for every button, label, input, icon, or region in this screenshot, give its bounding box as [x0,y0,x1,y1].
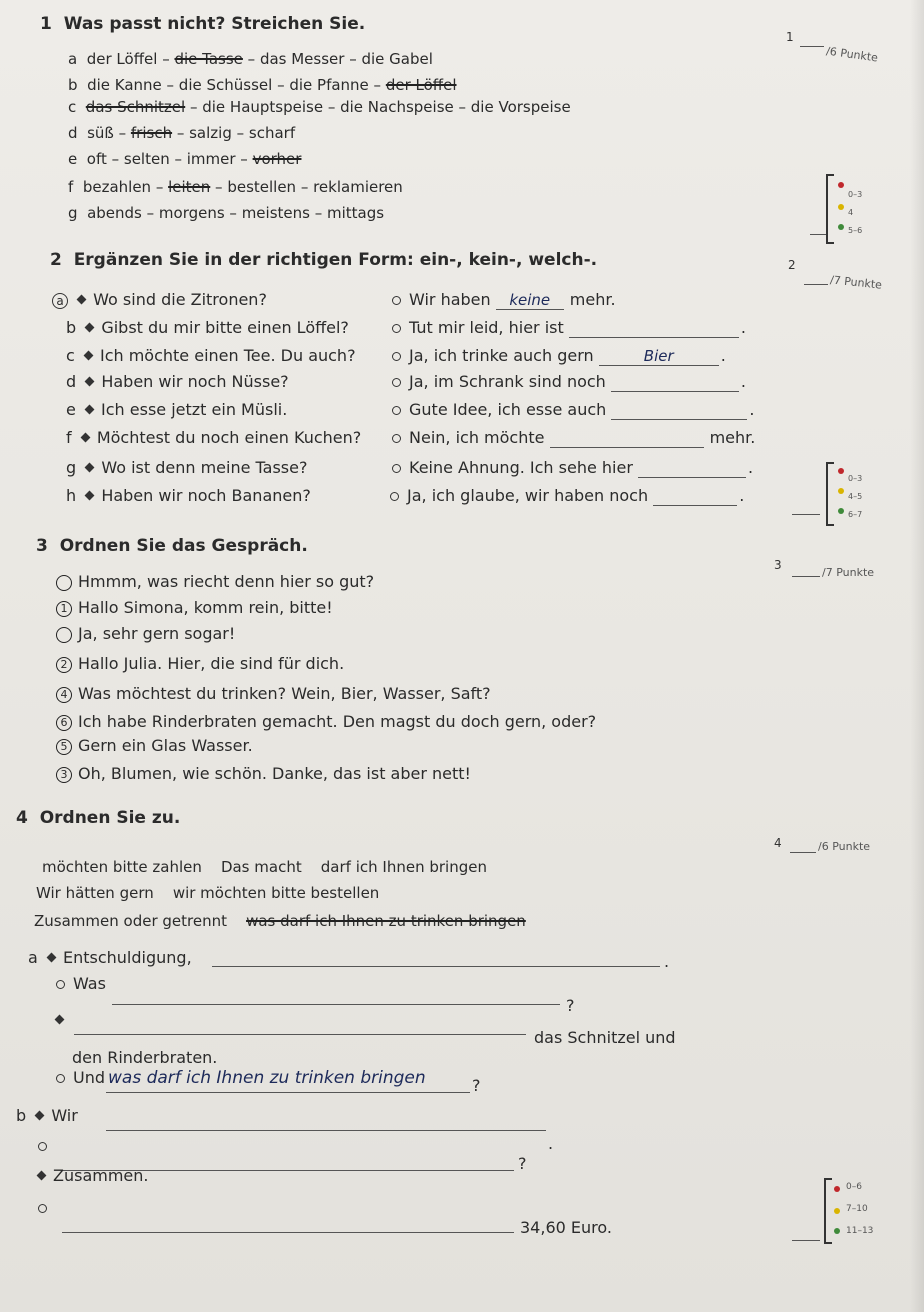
speaker-diamond-icon [85,377,95,387]
speaker-diamond-icon [35,1111,45,1121]
order-number-circle[interactable]: 6 [56,715,72,731]
ex4-box-line-1 [42,858,487,876]
item-text: – die Hauptspeise – die Nachspeise – die Vorspeise [185,98,571,116]
ex4-range-green: 11–13 [846,1226,874,1236]
ex2-answer [392,400,754,420]
answer-text: Tut mir leid, hier ist [409,318,564,337]
dialogue-text: Ja, sehr gern sogar! [78,624,236,643]
answer-blank[interactable] [611,401,747,420]
ex1-range-yellow: 4 [848,208,854,217]
ex4-b-dot-1: . [548,1134,554,1153]
speaker-circle-icon [38,1204,47,1213]
ex4-a-line-2: Was [56,974,106,993]
struck-word[interactable]: frisch [130,124,173,142]
answer-tail: mehr. [709,428,756,447]
order-number-circle[interactable]: 1 [56,601,72,617]
ex4-b-line-3: Zusammen. [38,1166,148,1185]
speaker-diamond-icon [55,1015,65,1025]
ex2-answer [392,372,746,392]
order-number-circle[interactable] [56,575,72,591]
ex4-box-line-2 [36,884,379,902]
answer-blank[interactable]: keine [496,291,564,310]
answer-text: Gute Idee, ich esse auch [409,400,607,419]
ex2-question [66,486,311,505]
item-text: der Löffel – [86,50,175,68]
dialogue-line [56,624,235,643]
question-text: Haben wir noch Nüsse? [101,372,289,391]
ex1-item [68,76,457,94]
answer-tail: . [739,486,745,505]
ex4-a-line-1: a Entschuldigung, [28,948,192,967]
ex4-chip-4: Wir hätten gern [36,884,154,902]
item-text: – bestellen – reklamieren [210,178,403,196]
ex4-a-handwritten-answer: was darf ich Ihnen zu trinken bringen [108,1068,426,1088]
ex1-score-line [800,46,824,47]
ex4-a-blank-1[interactable] [212,966,660,967]
speaker-diamond-icon [85,405,95,415]
struck-word[interactable]: leiten [168,178,211,196]
item-text: bezahlen – [82,178,169,196]
ex2-question [66,400,287,419]
speaker-circle-icon [392,464,401,473]
ex4-b-line-1: b Wir [16,1106,78,1125]
speaker-diamond-icon [37,1171,47,1181]
answer-blank[interactable] [653,487,737,506]
dialogue-line [56,598,333,617]
answer-tail: . [747,458,754,477]
speaker-diamond-icon [85,463,95,473]
order-number-circle[interactable] [56,627,72,643]
dialogue-line [56,764,471,783]
answer-text: Ja, ich glaube, wir haben noch [407,486,649,505]
order-number-circle[interactable]: 5 [56,739,72,755]
dialogue-line [56,654,344,673]
ex2-question [40,290,267,309]
speaker-circle-icon [38,1142,47,1151]
ex4-a-blank-2[interactable] [112,1004,560,1005]
question-text: Wo sind die Zitronen? [93,290,267,309]
row-letter: h [66,486,77,505]
ex2-question [66,318,349,337]
ex4-range-yellow: 7–10 [846,1204,868,1214]
ex2-question [66,346,356,365]
answer-tail: . [740,372,746,391]
ex1-heading: 1 Was passt nicht? Streichen Sie. [40,14,366,34]
ex1-item [68,150,301,168]
order-number-circle[interactable]: 2 [56,657,72,673]
ex4-b-blank-4[interactable] [62,1232,514,1233]
ex1-score-number: 1 [786,30,794,44]
ex1-green-dot [838,224,844,230]
answer-tail: . [749,400,755,419]
ex4-red-dot [834,1186,840,1192]
item-text: – salzig – scharf [172,124,296,142]
ex4-yellow-dot [834,1208,840,1214]
ex2-heading: 2 Ergänzen Sie in der richtigen Form: ein-, kein-, welch-. [50,250,598,270]
answer-blank[interactable] [550,429,704,448]
ex1-yellow-dot [838,204,844,210]
ex4-green-dot [834,1228,840,1234]
answer-blank[interactable] [569,319,739,338]
ex1-score-bracket [826,174,834,244]
answer-blank[interactable]: Bier [599,347,719,366]
item-text: – das Messer – die Gabel [242,50,433,68]
item-text: abends – morgens – meistens – mittags [87,204,385,222]
item-letter: d [68,124,78,142]
ex3-score-line [792,576,820,577]
answer-tail: . [740,318,746,337]
ex1-item [68,50,433,68]
item-text: oft – selten – immer – [86,150,253,168]
ex1-score-label: /6 Punkte [825,44,879,65]
ex4-b-line-4-tail: 34,60 Euro. [520,1218,612,1237]
ex4-a-dot-1: . [664,952,670,971]
question-text: Wo ist denn meine Tasse? [101,458,308,477]
dialogue-line [56,684,491,703]
ex4-a-blank-3[interactable] [74,1034,526,1035]
ex2-green-dot [838,508,844,514]
ex2-range-red: 0–3 [848,474,863,483]
speaker-circle-icon [392,296,401,305]
item-text: die Kanne – die Schüssel – die Pfanne – [87,76,386,94]
ex2-range-green: 6–7 [848,510,863,519]
speaker-circle-icon [392,434,401,443]
ex3-score-number: 3 [774,558,782,572]
ex4-range-red: 0–6 [846,1182,862,1192]
item-letter: e [68,150,78,168]
ex2-score-bracket [826,462,834,526]
ex3-score-label: /7 Punkte [822,566,875,579]
struck-word[interactable]: der Löffel [385,76,457,94]
order-number-circle[interactable]: 4 [56,687,72,703]
ex2-question [66,428,361,447]
ex1-range-red: 0–3 [848,190,863,199]
item-letter: b [68,76,78,94]
speaker-diamond-icon [84,351,94,361]
ex4-chip-5: wir möchten bitte bestellen [172,884,380,902]
answer-tail: . [720,346,726,365]
page-edge-shadow [910,0,924,1312]
row-letter: g [66,458,77,477]
answer-blank[interactable] [638,459,746,478]
question-text: Ich esse jetzt ein Müsli. [101,400,288,419]
speaker-diamond-icon [85,323,95,333]
ex4-a-line-4: Und [56,1068,105,1087]
ex2-answer [392,428,755,448]
ex4-a-qmark-4: ? [472,1076,481,1095]
question-text: Ich möchte einen Tee. Du auch? [99,346,356,365]
item-letter: g [68,204,78,222]
ex2-question [66,372,289,391]
item-letter: f [68,178,74,196]
ex4-heading: 4 Ordnen Sie zu. [16,808,181,828]
ex2-score-number: 2 [788,258,796,272]
ex1-item [68,124,295,142]
row-letter: c [66,346,75,365]
ex4-chip-6: Zusammen oder getrennt [34,912,227,930]
speaker-diamond-icon [77,295,87,305]
ex3-heading: 3 Ordnen Sie das Gespräch. [36,536,308,556]
ex4-chip-3: darf ich Ihnen bringen [320,858,487,876]
dialogue-text: Gern ein Glas Wasser. [78,736,253,755]
question-text: Gibst du mir bitte einen Löffel? [101,318,349,337]
answer-blank[interactable] [611,373,739,392]
ex2-answer [392,458,753,478]
item-text: süß – [87,124,131,142]
order-number-circle[interactable]: 3 [56,767,72,783]
ex4-score-underline [792,1240,820,1241]
speaker-circle-icon [56,1074,65,1083]
ex4-score-number: 4 [774,836,782,850]
ex1-item [68,98,571,116]
ex4-b-line-2 [38,1136,55,1155]
ex1-range-green: 5–6 [848,226,863,235]
row-letter: a [52,293,68,309]
ex2-score-label: /7 Punkte [829,273,883,292]
ex4-score-bracket [824,1178,832,1244]
ex4-a-line-3-tail: das Schnitzel und [534,1028,676,1047]
row-letter: f [66,428,72,447]
ex2-answer [392,346,726,366]
dialogue-line [56,736,253,755]
answer-tail: mehr. [569,290,616,309]
speaker-diamond-icon [85,491,95,501]
ex4-chip-7-struck: was darf ich Ihnen zu trinken bringen [246,912,526,930]
ex1-score-underline [810,234,826,235]
dialogue-text: Oh, Blumen, wie schön. Danke, das ist aber nett! [78,764,471,783]
ex2-question [66,458,307,477]
ex4-a-qmark-2: ? [566,996,575,1015]
ex4-chip-2: Das macht [220,858,302,876]
ex2-score-line [804,284,828,285]
row-letter: e [66,400,76,419]
speaker-circle-icon [392,324,401,333]
answer-text: Ja, im Schrank sind noch [409,372,606,391]
answer-text: Nein, ich möchte [409,428,545,447]
struck-word[interactable]: das Schnitzel [85,98,186,116]
dialogue-text: Hmmm, was riecht denn hier so gut? [78,572,375,591]
row-letter: d [66,372,77,391]
dialogue-text: Was möchtest du trinken? Wein, Bier, Wasser, Saft? [78,684,491,703]
ex2-answer [392,318,746,338]
ex2-answer [390,486,744,506]
struck-word[interactable]: die Tasse [174,50,243,68]
question-text: Haben wir noch Bananen? [101,486,311,505]
question-text: Möchtest du noch einen Kuchen? [96,428,362,447]
speaker-circle-icon [392,406,401,415]
answer-text: Wir haben [409,290,491,309]
ex2-range-yellow: 4–5 [848,492,863,501]
dialogue-text: Ich habe Rinderbraten gemacht. Den magst du doch gern, oder? [78,712,597,731]
ex2-yellow-dot [838,488,844,494]
ex4-box-line-3 [34,912,526,930]
ex1-item [68,178,403,196]
speaker-circle-icon [392,352,401,361]
item-letter: a [68,50,78,68]
dialogue-line [56,712,596,731]
speaker-circle-icon [390,492,399,501]
item-letter: c [68,98,77,116]
dialogue-line [56,572,374,591]
ex2-score-underline [792,514,820,515]
ex4-b-blank-1[interactable] [106,1130,546,1131]
ex4-chip-1: möchten bitte zahlen [42,858,202,876]
ex4-score-label: /6 Punkte [818,840,871,853]
ex2-answer [392,290,616,310]
speaker-diamond-icon [80,433,90,443]
dialogue-text: Hallo Julia. Hier, die sind für dich. [78,654,345,673]
speaker-circle-icon [56,980,65,989]
ex4-a-blank-4[interactable] [106,1092,470,1093]
ex4-b-qmark-2: ? [518,1154,527,1173]
ex4-a-line-3-next: den Rinderbraten. [72,1048,218,1067]
answer-text: Keine Ahnung. Ich sehe hier [409,458,633,477]
ex1-item [68,204,384,222]
ex4-score-line [790,852,816,853]
speaker-circle-icon [392,378,401,387]
ex4-a-line-3 [56,1010,71,1029]
answer-text: Ja, ich trinke auch gern [409,346,594,365]
ex1-red-dot [838,182,844,188]
dialogue-text: Hallo Simona, komm rein, bitte! [78,598,333,617]
row-letter: b [66,318,77,337]
ex2-red-dot [838,468,844,474]
ex4-b-line-4 [38,1198,55,1217]
struck-word[interactable]: vorher [252,150,302,168]
speaker-diamond-icon [47,953,57,963]
